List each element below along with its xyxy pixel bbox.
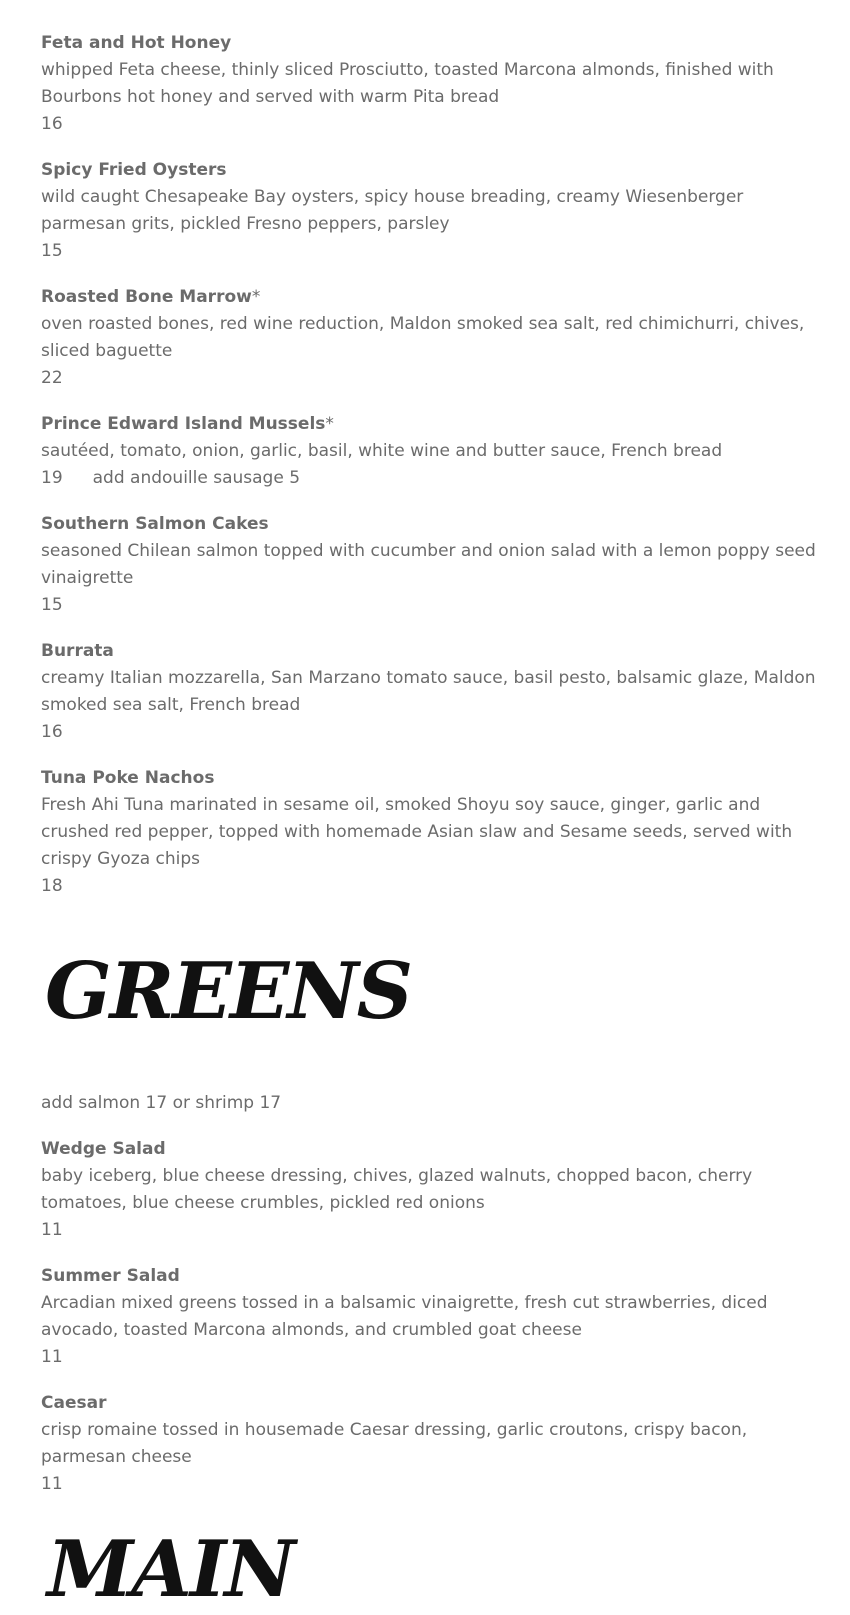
menu-item — [41, 411, 821, 492]
item-price: 11 — [41, 1220, 63, 1240]
item-name: Feta and Hot Honey — [41, 33, 232, 53]
item-price: 15 — [41, 241, 63, 261]
item-price: 11 — [41, 1347, 63, 1367]
item-price: 22 — [41, 368, 63, 388]
item-price-row — [41, 719, 821, 746]
menu-item — [41, 1390, 821, 1498]
item-description: Fresh Ahi Tuna marinated in sesame oil, smoked Shoyu soy sauce, ginger, garlic and crushed red pepper, topped with homemade Asian slaw and Sesame seeds, served with crispy Gyoza chips — [41, 795, 793, 869]
item-description: creamy Italian mozzarella, San Marzano tomato sauce, basil pesto, balsamic glaze, Maldon smoked sea salt, French bread — [41, 668, 816, 715]
item-name: Prince Edward Island Mussels — [41, 414, 326, 434]
greens-addon-note: add salmon 17 or shrimp 17 — [41, 1093, 282, 1113]
starters-list — [41, 30, 821, 900]
item-description: oven roasted bones, red wine reduction, Maldon smoked sea salt, red chimichurri, chives, sliced baguette — [41, 314, 805, 361]
item-description: seasoned Chilean salmon topped with cucumber and onion salad with a lemon poppy seed vinaigrette — [41, 541, 816, 588]
item-name: Summer Salad — [41, 1266, 180, 1286]
item-description: sautéed, tomato, onion, garlic, basil, white wine and butter sauce, French bread — [41, 441, 723, 461]
item-price-row — [41, 1471, 821, 1498]
menu-item — [41, 511, 821, 619]
menu-item — [41, 157, 821, 265]
item-raw-warning-star: * — [251, 287, 261, 307]
item-addon: add andouille sausage 5 — [92, 468, 301, 488]
menu-page — [41, 30, 821, 1614]
greens-list — [41, 1136, 821, 1498]
item-name: Spicy Fried Oysters — [41, 160, 227, 180]
item-price-row — [41, 111, 821, 138]
item-price: 15 — [41, 595, 63, 615]
item-description: whipped Feta cheese, thinly sliced Prosciutto, toasted Marcona almonds, finished with Bourbons hot honey and served with warm Pita bread — [41, 60, 774, 107]
item-price-row — [41, 592, 821, 619]
item-name: Southern Salmon Cakes — [41, 514, 269, 534]
item-description: crisp romaine tossed in housemade Caesar dressing, garlic croutons, crispy bacon, parmesan cheese — [41, 1420, 748, 1467]
item-price-row — [41, 465, 821, 492]
menu-item — [41, 638, 821, 746]
menu-item — [41, 765, 821, 900]
item-price: 16 — [41, 114, 63, 134]
main-section-title: MAIN — [47, 1524, 294, 1615]
menu-item — [41, 1263, 821, 1371]
item-description: Arcadian mixed greens tossed in a balsamic vinaigrette, fresh cut strawberries, diced avocado, toasted Marcona almonds, and crumbled goat cheese — [41, 1293, 768, 1340]
greens-section-title: GREENS — [45, 946, 411, 1037]
item-name: Wedge Salad — [41, 1139, 166, 1159]
item-raw-warning-star: * — [325, 414, 334, 434]
menu-item — [41, 30, 821, 138]
item-price: 16 — [41, 722, 63, 742]
item-price: 18 — [41, 876, 63, 896]
item-price: 19 — [41, 468, 63, 488]
item-price-row — [41, 238, 821, 265]
item-description: baby iceberg, blue cheese dressing, chives, glazed walnuts, chopped bacon, cherry tomatoes, blue cheese crumbles, pickled red onions — [41, 1166, 753, 1213]
item-price-row — [41, 365, 821, 392]
item-price-row — [41, 1344, 821, 1371]
menu-item — [41, 284, 821, 392]
item-price-row — [41, 873, 821, 900]
item-name: Caesar — [41, 1393, 107, 1413]
item-price-row — [41, 1217, 821, 1244]
item-price: 11 — [41, 1474, 63, 1494]
item-description: wild caught Chesapeake Bay oysters, spicy house breading, creamy Wiesenberger parmesan grits, pickled Fresno peppers, parsley — [41, 187, 744, 234]
menu-item — [41, 1136, 821, 1244]
item-name: Roasted Bone Marrow — [41, 287, 252, 307]
item-name: Tuna Poke Nachos — [41, 768, 215, 788]
item-name: Burrata — [41, 641, 114, 661]
